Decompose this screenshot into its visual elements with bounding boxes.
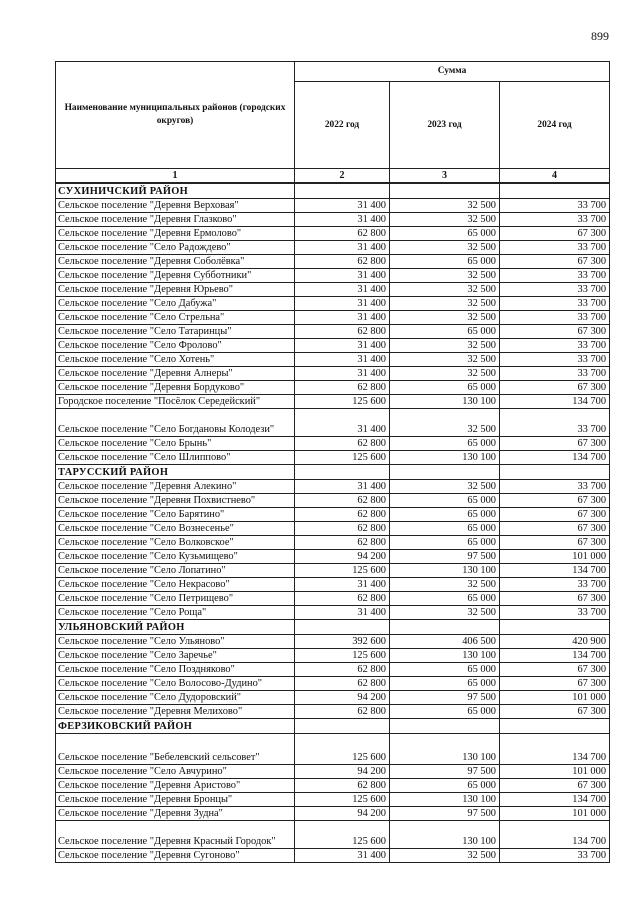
settlement-name: Сельское поселение "Деревня Аристово" [56, 779, 295, 793]
amount-2022: 31 400 [295, 480, 390, 494]
amount-2022: 31 400 [295, 606, 390, 620]
amount-2022: 31 400 [295, 353, 390, 367]
year-2022-header: 2022 год [295, 82, 390, 169]
amount-2023: 130 100 [390, 451, 500, 465]
amount-2023: 65 000 [390, 705, 500, 719]
column-number: 4 [500, 169, 610, 184]
settlement-name: Сельское поселение "Деревня Глазково" [56, 213, 295, 227]
settlement-name: Сельское поселение "Село Волковское" [56, 536, 295, 550]
column-number: 3 [390, 169, 500, 184]
amount-2023: 32 500 [390, 480, 500, 494]
settlement-name: Сельское поселение "Село Волосово-Дудино" [56, 677, 295, 691]
amount-2022: 31 400 [295, 849, 390, 863]
amount-2023: 65 000 [390, 592, 500, 606]
amount-2023: 97 500 [390, 807, 500, 821]
amount-2022: 62 800 [295, 508, 390, 522]
amount-2024: 33 700 [500, 353, 610, 367]
amount-2023: 65 000 [390, 381, 500, 395]
amount-2024: 67 300 [500, 325, 610, 339]
amount-2023: 32 500 [390, 353, 500, 367]
settlement-name: Сельское поселение "Село Фролово" [56, 339, 295, 353]
settlement-name: Сельское поселение "Село Вознесенье" [56, 522, 295, 536]
table-row [56, 353, 610, 367]
amount-2024: 67 300 [500, 677, 610, 691]
amount-2022: 94 200 [295, 807, 390, 821]
sum-header: Сумма [295, 62, 610, 82]
amount-2022: 31 400 [295, 578, 390, 592]
amount-2024: 33 700 [500, 213, 610, 227]
amount-2023: 65 000 [390, 779, 500, 793]
table-row [56, 550, 610, 564]
table-header [56, 62, 610, 184]
amount-2023: 130 100 [390, 734, 500, 765]
table-row [56, 367, 610, 381]
settlement-name: Сельское поселение "Село Ульяново" [56, 635, 295, 649]
settlement-name: Сельское поселение "Село Хотень" [56, 353, 295, 367]
amount-2024: 33 700 [500, 269, 610, 283]
settlement-name: Сельское поселение "Село Радождево" [56, 241, 295, 255]
settlement-name: Сельское поселение "Деревня Алнеры" [56, 367, 295, 381]
empty-cell [295, 183, 390, 199]
amount-2022: 31 400 [295, 297, 390, 311]
amount-2024: 33 700 [500, 311, 610, 325]
empty-cell [500, 183, 610, 199]
amount-2022: 62 800 [295, 325, 390, 339]
year-2024-header: 2024 год [500, 82, 610, 169]
region-name: ФЕРЗИКОВСКИЙ РАЙОН [56, 719, 295, 734]
settlement-name: Сельское поселение "Село Авчурино" [56, 765, 295, 779]
settlement-name: Сельское поселение "Деревня Юрьево" [56, 283, 295, 297]
amount-2023: 65 000 [390, 494, 500, 508]
column-number: 1 [56, 169, 295, 184]
amount-2024: 420 900 [500, 635, 610, 649]
settlement-name: Сельское поселение "Село Некрасово" [56, 578, 295, 592]
amount-2023: 32 500 [390, 578, 500, 592]
amount-2022: 94 200 [295, 691, 390, 705]
amount-2024: 67 300 [500, 663, 610, 677]
table-row [56, 297, 610, 311]
table-row [56, 451, 610, 465]
amount-2023: 130 100 [390, 821, 500, 849]
settlement-name: Сельское поселение "Село Барятино" [56, 508, 295, 522]
amount-2022: 62 800 [295, 779, 390, 793]
table-row [56, 663, 610, 677]
amount-2024: 67 300 [500, 255, 610, 269]
table-row [56, 606, 610, 620]
settlement-name: Сельское поселение "Деревня Сугоново" [56, 849, 295, 863]
amount-2023: 97 500 [390, 550, 500, 564]
table-row [56, 649, 610, 663]
settlement-name: Сельское поселение "Село Стрельна" [56, 311, 295, 325]
amount-2022: 31 400 [295, 269, 390, 283]
region-row [56, 620, 610, 635]
empty-cell [390, 620, 500, 635]
amount-2024: 67 300 [500, 494, 610, 508]
amount-2022: 62 800 [295, 381, 390, 395]
amount-2022: 125 600 [295, 793, 390, 807]
table-row [56, 199, 610, 213]
amount-2023: 65 000 [390, 536, 500, 550]
table-row [56, 635, 610, 649]
table-row [56, 592, 610, 606]
table-row [56, 734, 610, 765]
table-row [56, 437, 610, 451]
settlement-name: Сельское поселение "Село Брынь" [56, 437, 295, 451]
amount-2023: 32 500 [390, 269, 500, 283]
settlement-name: Сельское поселение "Деревня Соболёвка" [56, 255, 295, 269]
amount-2022: 62 800 [295, 437, 390, 451]
amount-2024: 134 700 [500, 564, 610, 578]
amount-2022: 125 600 [295, 821, 390, 849]
settlement-name: Сельское поселение "Бебелевский сельсовет" [56, 734, 295, 765]
amount-2024: 33 700 [500, 606, 610, 620]
amount-2022: 62 800 [295, 522, 390, 536]
amount-2023: 32 500 [390, 297, 500, 311]
amount-2024: 67 300 [500, 592, 610, 606]
table-row [56, 409, 610, 437]
table-row [56, 325, 610, 339]
table-row [56, 480, 610, 494]
column-number: 2 [295, 169, 390, 184]
amount-2024: 67 300 [500, 705, 610, 719]
amount-2024: 33 700 [500, 297, 610, 311]
amount-2023: 130 100 [390, 649, 500, 663]
settlement-name: Сельское поселение "Село Дудоровский" [56, 691, 295, 705]
settlement-name: Сельское поселение "Деревня Верховая" [56, 199, 295, 213]
table-row [56, 677, 610, 691]
amount-2023: 32 500 [390, 283, 500, 297]
settlement-name: Сельское поселение "Село Петрищево" [56, 592, 295, 606]
amount-2022: 125 600 [295, 395, 390, 409]
region-name: УЛЬЯНОВСКИЙ РАЙОН [56, 620, 295, 635]
table-row [56, 793, 610, 807]
amount-2024: 67 300 [500, 437, 610, 451]
amount-2022: 125 600 [295, 564, 390, 578]
empty-cell [500, 465, 610, 480]
amount-2022: 31 400 [295, 283, 390, 297]
settlement-name: Сельское поселение "Село Роща" [56, 606, 295, 620]
settlement-name: Сельское поселение "Село Богдановы Колодези" [56, 409, 295, 437]
amount-2023: 65 000 [390, 325, 500, 339]
amount-2022: 62 800 [295, 494, 390, 508]
amount-2024: 134 700 [500, 821, 610, 849]
settlement-name: Сельское поселение "Деревня Ермолово" [56, 227, 295, 241]
amount-2024: 134 700 [500, 793, 610, 807]
table-row [56, 381, 610, 395]
empty-cell [295, 465, 390, 480]
amount-2022: 62 800 [295, 536, 390, 550]
amount-2024: 33 700 [500, 241, 610, 255]
table-row [56, 691, 610, 705]
empty-cell [390, 719, 500, 734]
table-row [56, 564, 610, 578]
amount-2022: 125 600 [295, 451, 390, 465]
settlement-name: Сельское поселение "Село Татаринцы" [56, 325, 295, 339]
table-row [56, 536, 610, 550]
empty-cell [500, 719, 610, 734]
amount-2023: 97 500 [390, 765, 500, 779]
amount-2023: 32 500 [390, 213, 500, 227]
table-row [56, 213, 610, 227]
amount-2024: 67 300 [500, 381, 610, 395]
table-body [56, 183, 610, 863]
year-2023-header: 2023 год [390, 82, 500, 169]
amount-2024: 33 700 [500, 849, 610, 863]
amount-2024: 67 300 [500, 536, 610, 550]
empty-cell [500, 620, 610, 635]
amount-2023: 32 500 [390, 849, 500, 863]
table-row [56, 522, 610, 536]
amount-2023: 97 500 [390, 691, 500, 705]
amount-2022: 94 200 [295, 550, 390, 564]
amount-2024: 33 700 [500, 578, 610, 592]
table-row [56, 227, 610, 241]
table-row [56, 283, 610, 297]
amount-2023: 65 000 [390, 508, 500, 522]
table-row [56, 765, 610, 779]
table-row [56, 269, 610, 283]
amount-2022: 31 400 [295, 311, 390, 325]
table-row [56, 807, 610, 821]
empty-cell [390, 465, 500, 480]
amount-2024: 134 700 [500, 649, 610, 663]
amount-2022: 31 400 [295, 367, 390, 381]
amount-2022: 62 800 [295, 705, 390, 719]
amount-2022: 62 800 [295, 592, 390, 606]
amount-2022: 125 600 [295, 734, 390, 765]
table-row [56, 779, 610, 793]
table-row [56, 339, 610, 353]
amount-2024: 67 300 [500, 508, 610, 522]
amount-2024: 33 700 [500, 409, 610, 437]
amount-2023: 130 100 [390, 564, 500, 578]
amount-2024: 33 700 [500, 339, 610, 353]
settlement-name: Городское поселение "Посёлок Середейский" [56, 395, 295, 409]
amount-2023: 65 000 [390, 663, 500, 677]
amount-2024: 101 000 [500, 807, 610, 821]
table-row [56, 395, 610, 409]
amount-2023: 32 500 [390, 339, 500, 353]
region-row [56, 719, 610, 734]
amount-2024: 67 300 [500, 522, 610, 536]
settlement-name: Сельское поселение "Село Кузьмищево" [56, 550, 295, 564]
settlement-name: Сельское поселение "Село Лопатино" [56, 564, 295, 578]
amount-2023: 32 500 [390, 367, 500, 381]
settlement-name: Сельское поселение "Село Заречье" [56, 649, 295, 663]
region-name: ТАРУССКИЙ РАЙОН [56, 465, 295, 480]
amount-2022: 62 800 [295, 663, 390, 677]
amount-2023: 32 500 [390, 241, 500, 255]
settlement-name: Сельское поселение "Деревня Алекино" [56, 480, 295, 494]
name-column-header: Наименование муниципальных районов (городских округов) [56, 62, 295, 169]
amount-2023: 65 000 [390, 227, 500, 241]
amount-2023: 130 100 [390, 793, 500, 807]
settlement-name: Сельское поселение "Село Дабужа" [56, 297, 295, 311]
region-row [56, 465, 610, 480]
settlement-name: Сельское поселение "Деревня Красный Городок" [56, 821, 295, 849]
table-row [56, 494, 610, 508]
amount-2022: 125 600 [295, 649, 390, 663]
table-row [56, 849, 610, 863]
empty-cell [390, 183, 500, 199]
amount-2024: 134 700 [500, 451, 610, 465]
amount-2022: 31 400 [295, 241, 390, 255]
amount-2023: 406 500 [390, 635, 500, 649]
amount-2023: 32 500 [390, 606, 500, 620]
amount-2022: 62 800 [295, 227, 390, 241]
amount-2022: 31 400 [295, 339, 390, 353]
amount-2022: 62 800 [295, 677, 390, 691]
amount-2023: 32 500 [390, 199, 500, 213]
amount-2024: 67 300 [500, 227, 610, 241]
empty-cell [295, 620, 390, 635]
amount-2022: 31 400 [295, 409, 390, 437]
amount-2024: 33 700 [500, 283, 610, 297]
table-row [56, 821, 610, 849]
settlement-name: Сельское поселение "Деревня Похвистнево" [56, 494, 295, 508]
settlement-name: Сельское поселение "Деревня Мелихово" [56, 705, 295, 719]
region-row [56, 183, 610, 199]
amount-2024: 33 700 [500, 367, 610, 381]
settlement-name: Сельское поселение "Село Шлиппово" [56, 451, 295, 465]
settlement-name: Сельское поселение "Деревня Бронцы" [56, 793, 295, 807]
table-row [56, 705, 610, 719]
amount-2023: 65 000 [390, 255, 500, 269]
amount-2023: 32 500 [390, 409, 500, 437]
amount-2024: 101 000 [500, 550, 610, 564]
amount-2024: 134 700 [500, 734, 610, 765]
amount-2023: 130 100 [390, 395, 500, 409]
amount-2024: 101 000 [500, 691, 610, 705]
amount-2024: 134 700 [500, 395, 610, 409]
amount-2022: 31 400 [295, 213, 390, 227]
amount-2024: 33 700 [500, 480, 610, 494]
amount-2024: 33 700 [500, 199, 610, 213]
table-row [56, 578, 610, 592]
amount-2022: 62 800 [295, 255, 390, 269]
amount-2024: 101 000 [500, 765, 610, 779]
amount-2022: 31 400 [295, 199, 390, 213]
table-row [56, 311, 610, 325]
settlement-name: Сельское поселение "Деревня Бордуково" [56, 381, 295, 395]
empty-cell [295, 719, 390, 734]
budget-table [55, 61, 610, 863]
amount-2023: 65 000 [390, 522, 500, 536]
region-name: СУХИНИЧСКИЙ РАЙОН [56, 183, 295, 199]
amount-2022: 94 200 [295, 765, 390, 779]
settlement-name: Сельское поселение "Деревня Зудна" [56, 807, 295, 821]
amount-2023: 65 000 [390, 437, 500, 451]
amount-2024: 67 300 [500, 779, 610, 793]
table-row [56, 508, 610, 522]
amount-2022: 392 600 [295, 635, 390, 649]
settlement-name: Сельское поселение "Деревня Субботники" [56, 269, 295, 283]
page-number: 899 [591, 29, 609, 43]
table-row [56, 255, 610, 269]
amount-2023: 32 500 [390, 311, 500, 325]
settlement-name: Сельское поселение "Село Поздняково" [56, 663, 295, 677]
amount-2023: 65 000 [390, 677, 500, 691]
table-row [56, 241, 610, 255]
